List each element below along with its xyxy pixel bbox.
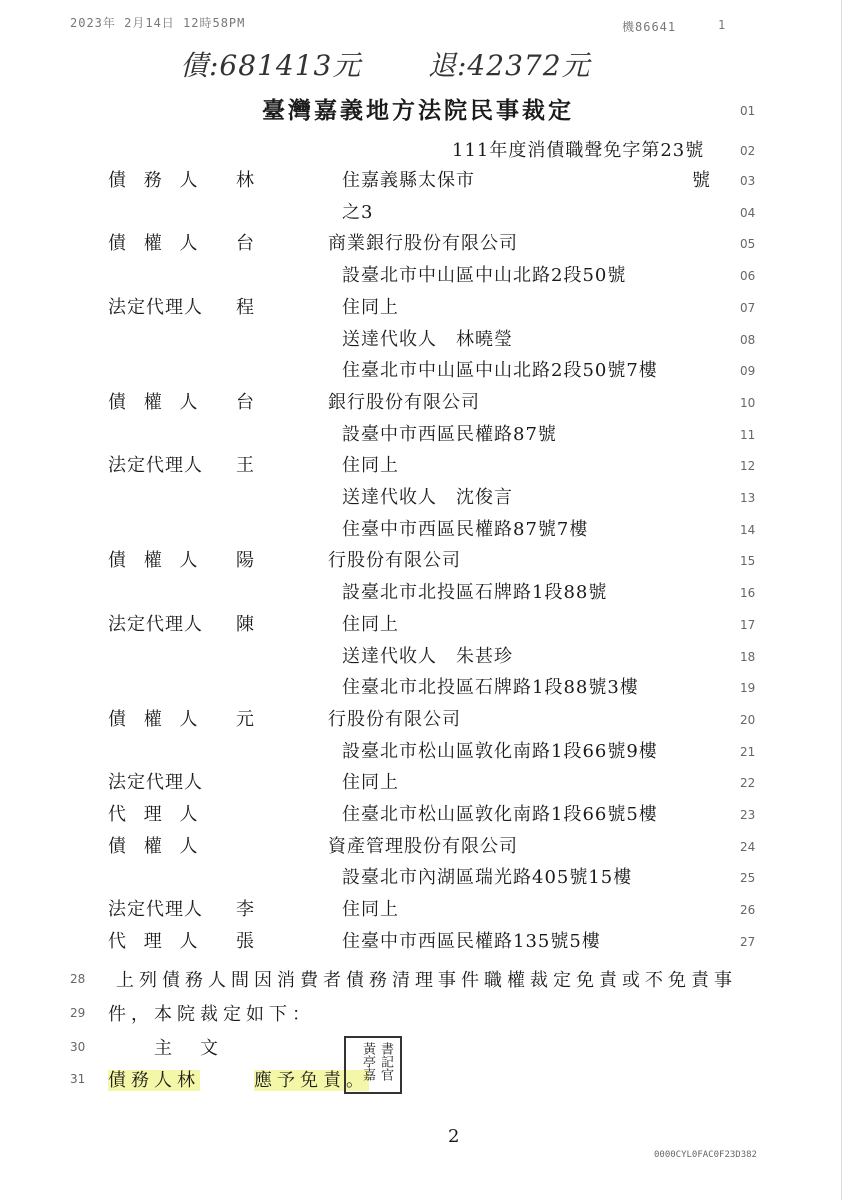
line-number: 23 bbox=[740, 808, 756, 822]
party-role: 債 權 人 bbox=[108, 709, 204, 730]
line-number: 05 bbox=[740, 237, 756, 251]
party-detail: 設臺北市中山區中山北路2段50號 bbox=[342, 265, 627, 286]
line-number: 06 bbox=[740, 269, 756, 283]
party-role: 法定代理人 bbox=[108, 455, 203, 476]
party-detail: 住嘉義縣太保市 bbox=[342, 170, 475, 191]
party-detail: 住臺中市西區民權路135號5樓 bbox=[342, 931, 601, 952]
party-role: 債 權 人 bbox=[108, 392, 204, 413]
line-number: 28 bbox=[70, 972, 86, 986]
line-number: 25 bbox=[740, 871, 756, 885]
party-detail: 行股份有限公司 bbox=[328, 550, 461, 571]
main-text-heading: 主 文 bbox=[154, 1038, 223, 1059]
party-detail: 商業銀行股份有限公司 bbox=[328, 233, 518, 254]
line-number: 03 bbox=[740, 174, 756, 188]
line-number: 11 bbox=[740, 428, 756, 442]
line-number: 22 bbox=[740, 776, 756, 790]
handwritten-debt: 債:681413元 bbox=[180, 49, 362, 82]
party-detail: 送達代收人 林曉瑩 bbox=[342, 329, 513, 350]
party-role: 債 權 人 bbox=[108, 550, 204, 571]
party-detail: 住同上 bbox=[342, 297, 399, 318]
party-detail: 設臺北市內湖區瑞光路405號15樓 bbox=[342, 867, 633, 888]
line-number: 30 bbox=[70, 1040, 86, 1054]
party-name: 王 bbox=[236, 455, 255, 476]
line-number: 19 bbox=[740, 681, 756, 695]
party-detail: 住臺中市西區民權路87號7樓 bbox=[342, 519, 589, 540]
line-number: 31 bbox=[70, 1072, 86, 1086]
party-detail: 設臺中市西區民權路87號 bbox=[342, 424, 557, 445]
page-mark: 機86641 bbox=[622, 20, 677, 34]
ruling-debtor: 債務人林 bbox=[108, 1070, 200, 1091]
party-name: 林 bbox=[236, 170, 255, 191]
party-detail-tail: 號 bbox=[692, 170, 711, 191]
party-detail: 住同上 bbox=[342, 455, 399, 476]
party-detail: 住同上 bbox=[342, 614, 399, 635]
party-detail: 行股份有限公司 bbox=[328, 709, 461, 730]
party-name: 元 bbox=[236, 709, 255, 730]
line-number: 27 bbox=[740, 935, 756, 949]
party-role: 代 理 人 bbox=[108, 804, 204, 825]
clerk-stamp: 書記官黃亭嘉 bbox=[344, 1036, 402, 1094]
party-name: 張 bbox=[236, 931, 255, 952]
fax-timestamp: 2023年 2月14日 12時58PM bbox=[70, 16, 246, 30]
handwritten-other: 退:42372元 bbox=[428, 49, 591, 82]
party-role: 代 理 人 bbox=[108, 931, 204, 952]
line-number: 26 bbox=[740, 903, 756, 917]
line-number: 16 bbox=[740, 586, 756, 600]
party-role: 債 權 人 bbox=[108, 836, 204, 857]
line-number: 04 bbox=[740, 206, 756, 220]
page-index: 1 bbox=[718, 18, 727, 32]
party-detail: 住同上 bbox=[342, 899, 399, 920]
line-number: 13 bbox=[740, 491, 756, 505]
line-number: 08 bbox=[740, 333, 756, 347]
page-title: 臺灣嘉義地方法院民事裁定 bbox=[262, 97, 574, 124]
ruling-intro-line1: 上列債務人間因消費者債務清理事件職權裁定免責或不免責事 bbox=[116, 970, 737, 991]
party-role: 法定代理人 bbox=[108, 297, 203, 318]
line-number: 12 bbox=[740, 459, 756, 473]
party-detail: 設臺北市松山區敦化南路1段66號9樓 bbox=[342, 741, 658, 762]
party-detail: 資產管理股份有限公司 bbox=[328, 836, 518, 857]
party-role: 法定代理人 bbox=[108, 772, 203, 793]
line-number: 09 bbox=[740, 364, 756, 378]
party-role: 債 權 人 bbox=[108, 233, 204, 254]
party-name: 台 bbox=[236, 392, 255, 413]
party-name: 台 bbox=[236, 233, 255, 254]
party-detail: 送達代收人 沈俊言 bbox=[342, 487, 513, 508]
party-role: 債 務 人 bbox=[108, 170, 204, 191]
line-number: 07 bbox=[740, 301, 756, 315]
line-number: 21 bbox=[740, 745, 756, 759]
page-number: 2 bbox=[448, 1126, 461, 1147]
line-number: 29 bbox=[70, 1006, 86, 1020]
party-name: 程 bbox=[236, 297, 255, 318]
party-role: 法定代理人 bbox=[108, 899, 203, 920]
line-number: 15 bbox=[740, 554, 756, 568]
line-number: 24 bbox=[740, 840, 756, 854]
party-detail: 住臺北市北投區石牌路1段88號3樓 bbox=[342, 677, 639, 698]
party-detail: 設臺北市北投區石牌路1段88號 bbox=[342, 582, 608, 603]
party-detail: 住臺北市中山區中山北路2段50號7樓 bbox=[342, 360, 658, 381]
party-detail: 住臺北市松山區敦化南路1段66號5樓 bbox=[342, 804, 658, 825]
party-name: 陳 bbox=[236, 614, 255, 635]
case-number: 111年度消債職聲免字第23號 bbox=[452, 140, 705, 161]
line-number: 10 bbox=[740, 396, 756, 410]
ruling-decision: 應予免責。 bbox=[254, 1070, 369, 1091]
ruling-intro-line2: 件，本院裁定如下： bbox=[108, 1004, 315, 1025]
party-detail: 住同上 bbox=[342, 772, 399, 793]
page-edge bbox=[841, 0, 842, 1200]
party-detail: 之3 bbox=[342, 202, 374, 223]
line-number: 01 bbox=[740, 104, 756, 118]
party-name: 陽 bbox=[236, 550, 255, 571]
line-number: 20 bbox=[740, 713, 756, 727]
party-role: 法定代理人 bbox=[108, 614, 203, 635]
line-number: 14 bbox=[740, 523, 756, 537]
line-number: 02 bbox=[740, 144, 756, 158]
party-detail: 銀行股份有限公司 bbox=[328, 392, 480, 413]
party-detail: 送達代收人 朱甚珍 bbox=[342, 646, 513, 667]
party-name: 李 bbox=[236, 899, 255, 920]
doc-code: 0000CYL0FAC0F23D382 bbox=[654, 1150, 757, 1160]
ruling-text bbox=[108, 1066, 369, 1092]
line-number: 17 bbox=[740, 618, 756, 632]
line-number: 18 bbox=[740, 650, 756, 664]
